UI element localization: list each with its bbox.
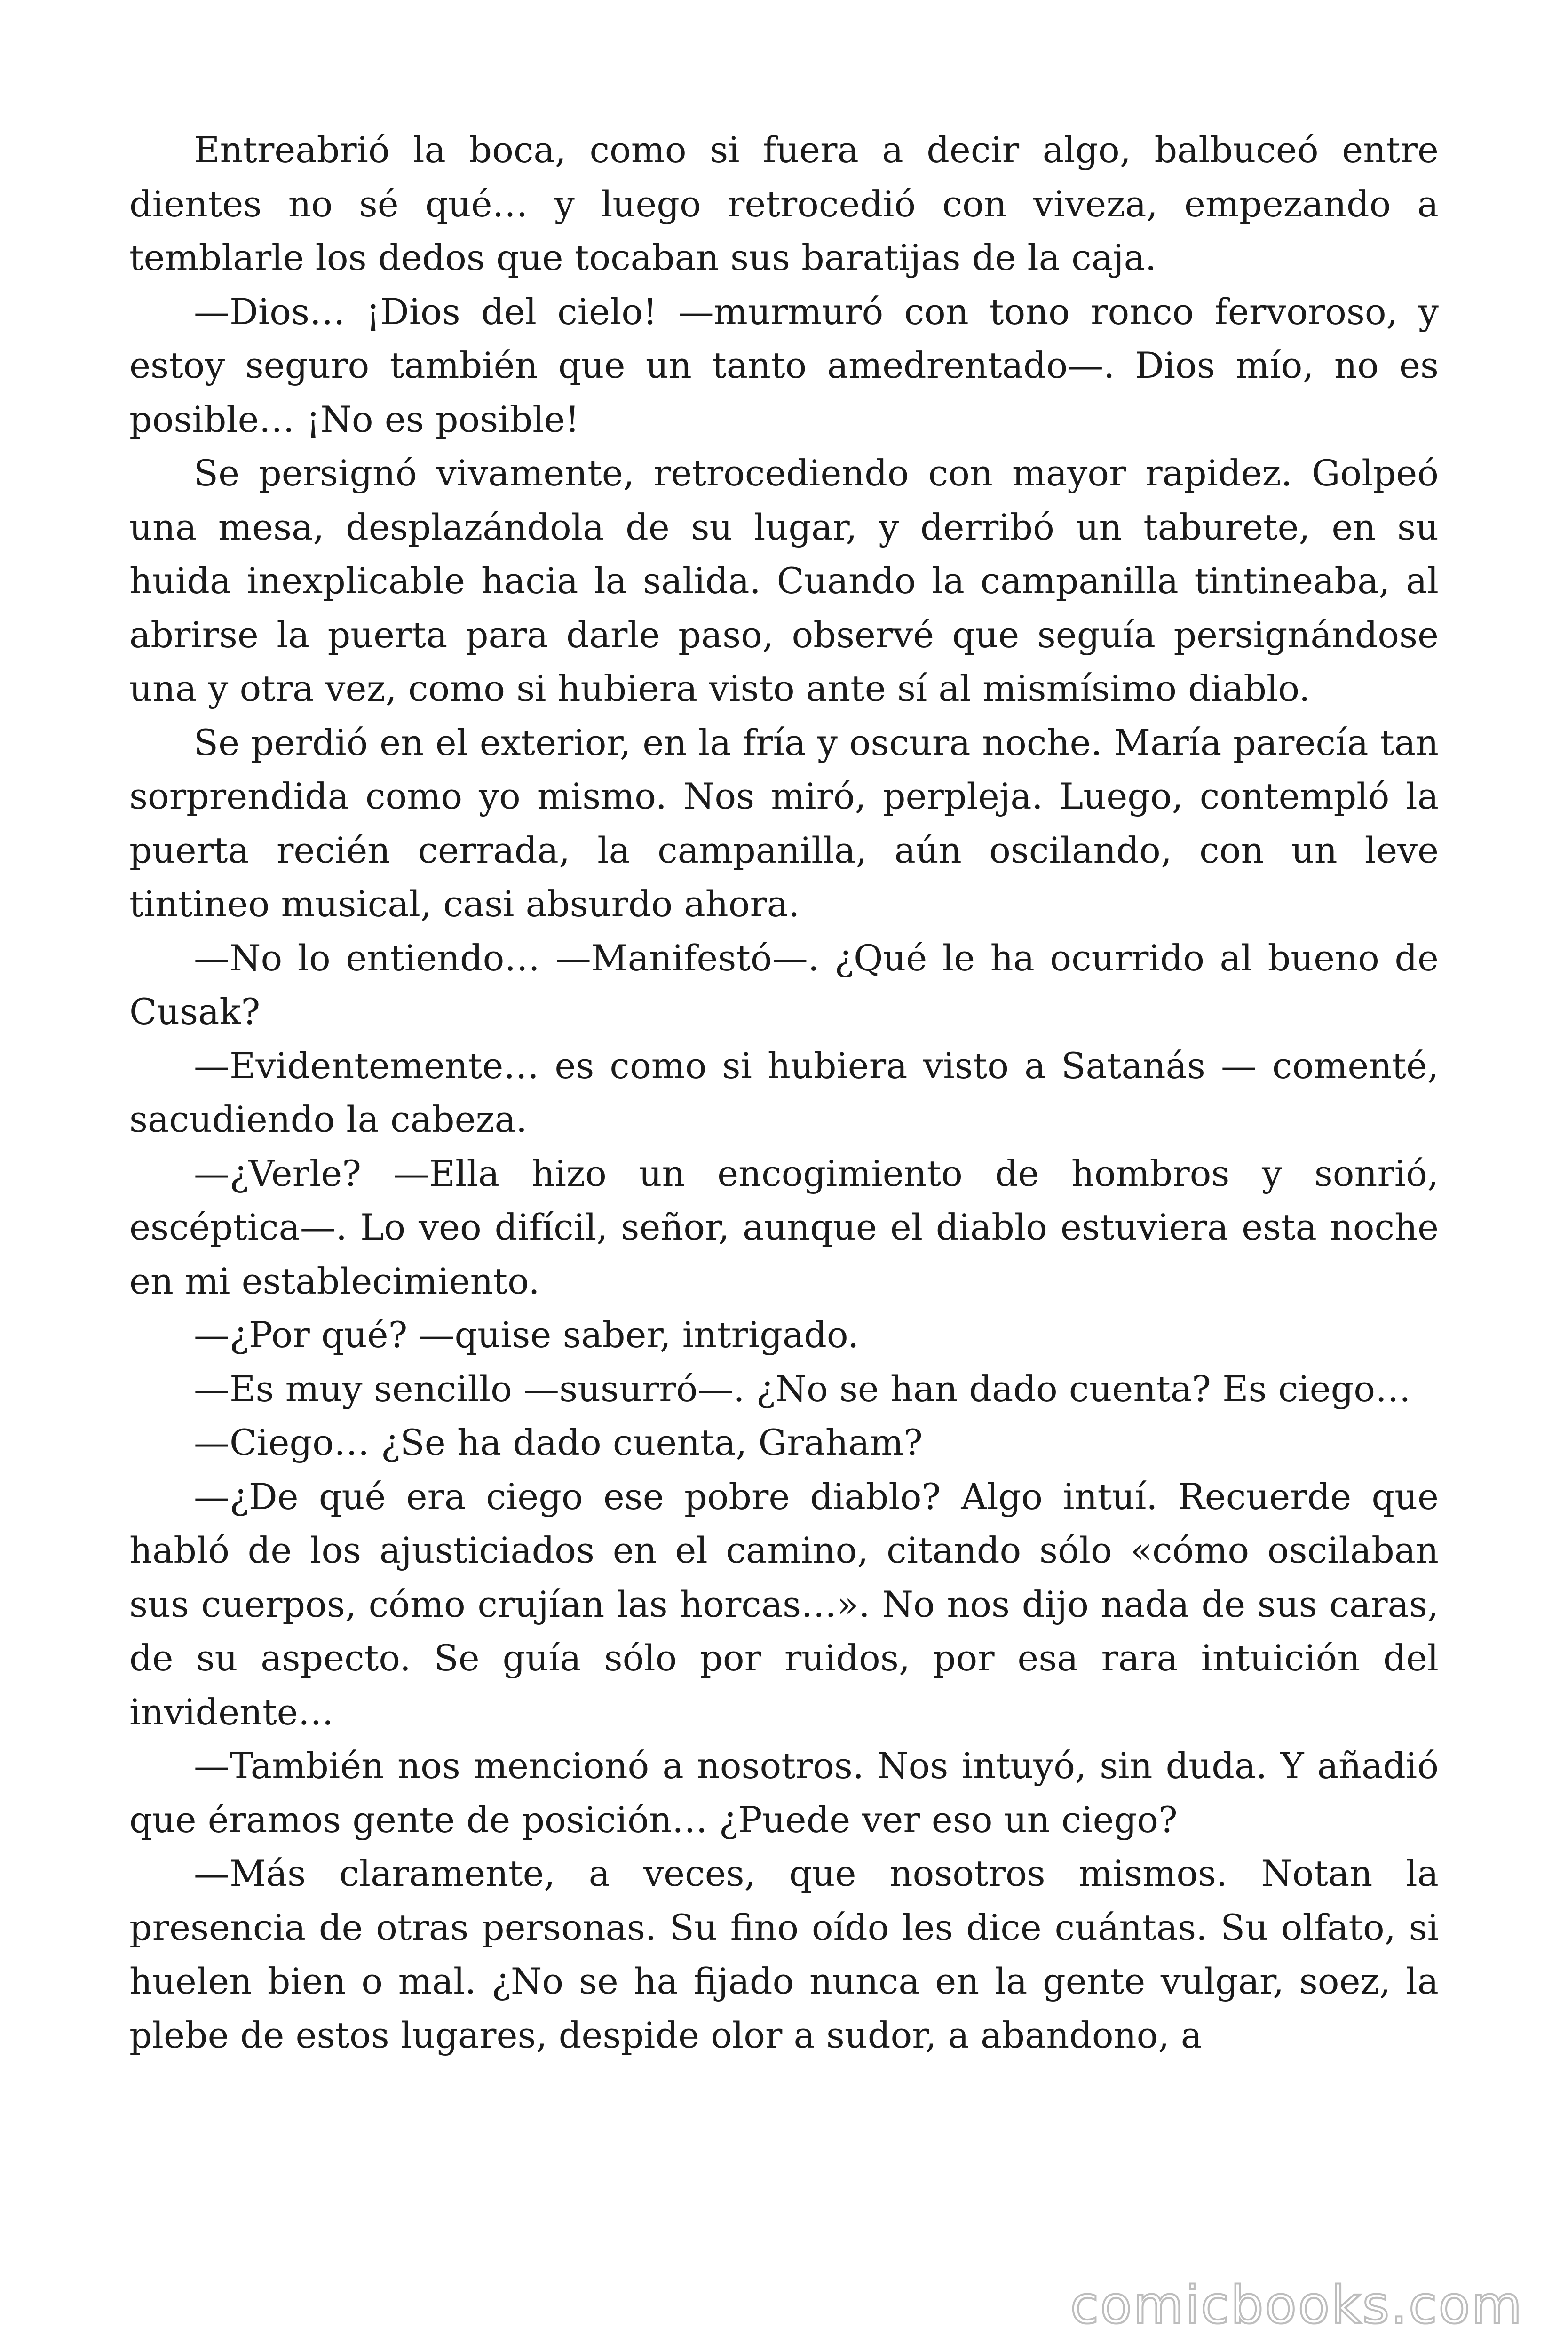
- body-text: [129, 123, 1439, 2062]
- paragraph: Se persignó vivamente, retrocediendo con mayor rapidez. Golpeó una mesa, desplazándola de su lugar, y derribó un taburete, en su huida inexplicable hacia la salida. Cuando la campanilla tintineaba, al abrirse la puerta para darle paso, observé que seguía persignándose una y otra vez, como si hubiera visto ante sí al mismísimo diablo.: [129, 452, 1439, 709]
- paragraph: —También nos mencionó a nosotros. Nos intuyó, sin duda. Y añadió que éramos gente de posición… ¿Puede ver eso un ciego?: [129, 1745, 1439, 1841]
- paragraph: Entreabrió la boca, como si fuera a decir algo, balbuceó entre dientes no sé qué… y luego retrocedió con viveza, empezando a temblarle los dedos que tocaban sus baratijas de la caja.: [129, 129, 1439, 278]
- paragraph: —¿Verle? —Ella hizo un encogimiento de hombros y sonrió, escéptica—. Lo veo difícil, señor, aunque el diablo estuviera esta noche en mi establecimiento.: [129, 1152, 1439, 1302]
- paragraph: —No lo entiendo… —Manifestó—. ¿Qué le ha ocurrido al bueno de Cusak?: [129, 937, 1439, 1033]
- paragraph: —Es muy sencillo —susurró—. ¿No se han dado cuenta? Es ciego…: [194, 1367, 1411, 1410]
- paragraph: —¿Por qué? —quise saber, intrigado.: [194, 1314, 859, 1356]
- paragraph: Se perdió en el exterior, en la fría y oscura noche. María parecía tan sorprendida como yo mismo. Nos miró, perpleja. Luego, contempló la puerta recién cerrada, la campanilla, aún oscilando, con un leve tintineo musical, casi absurdo ahora.: [129, 721, 1439, 925]
- paragraph: —¿De qué era ciego ese pobre diablo? Algo intuí. Recuerde que habló de los ajusticiados en el camino, citando sólo «cómo oscilaban sus cuerpos, cómo crujían las horcas…». No nos dijo nada de sus caras, de su aspecto. Se guía sólo por ruidos, por esa rara intuición del invidente…: [129, 1475, 1439, 1733]
- paragraph: —Ciego… ¿Se ha dado cuenta, Graham?: [194, 1422, 923, 1463]
- paragraph: —Evidentemente… es como si hubiera visto a Satanás — comenté, sacudiendo la cabeza.: [129, 1044, 1439, 1140]
- watermark: comicbooks.com: [1070, 2275, 1523, 2335]
- paragraph: —Dios… ¡Dios del cielo! —murmuró con tono ronco fervoroso, y estoy seguro también que un tanto amedrentado—. Dios mío, no es posible… ¡No es posible!: [129, 290, 1439, 440]
- paragraph: —Más claramente, a veces, que nosotros mismos. Notan la presencia de otras personas. Su fino oído les dice cuántas. Su olfato, si huelen bien o mal. ¿No se ha fijado nunca en la gente vulgar, soez, la plebe de estos lugares, despide olor a sudor, a abandono, a: [129, 1852, 1439, 2056]
